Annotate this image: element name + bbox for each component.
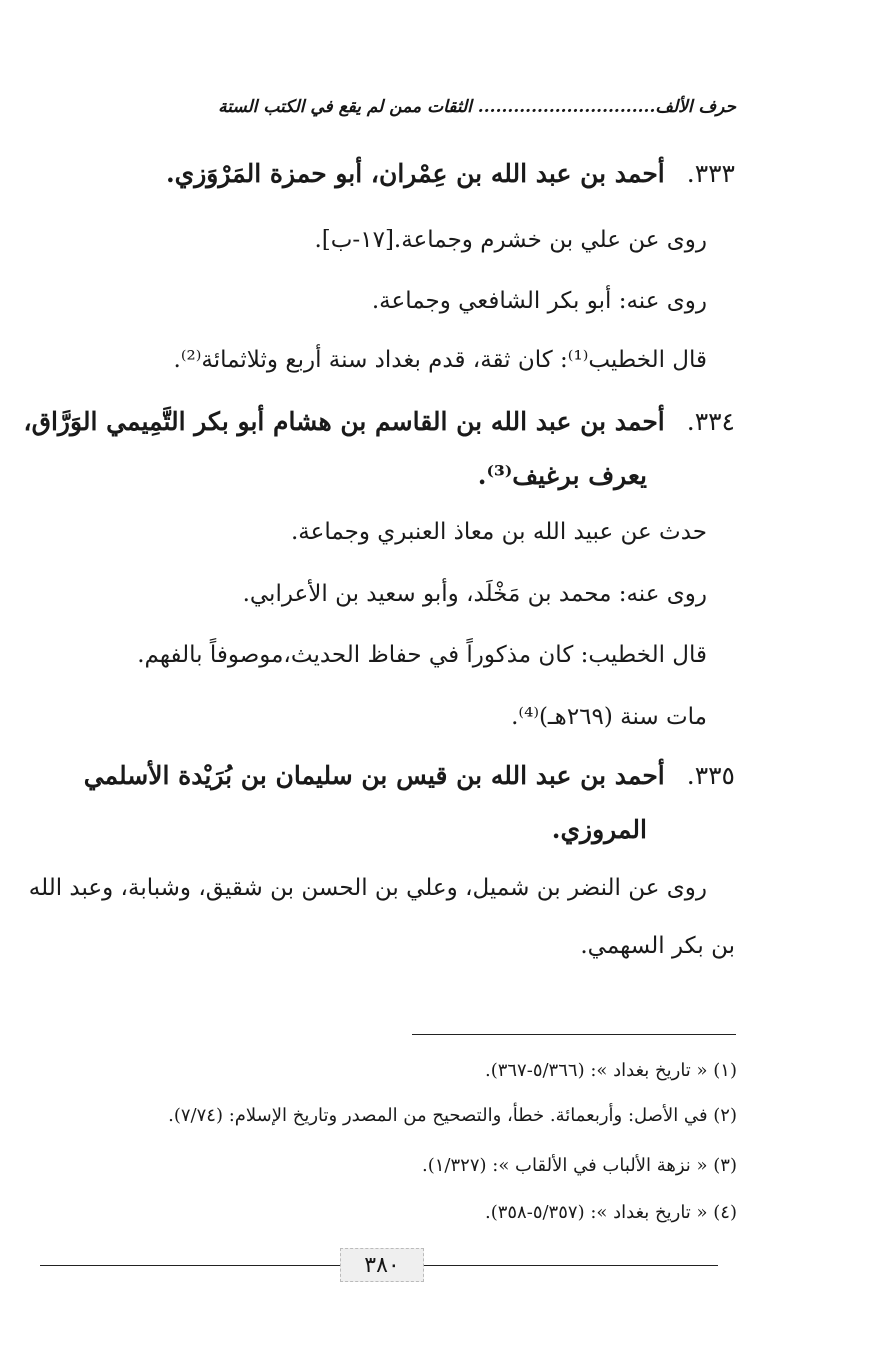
entry-333-heading-line: [166, 156, 735, 192]
entry-334-heading-line: [24, 404, 736, 440]
entry-333-line-1: روى عن علي بن خشرم وجماعة.[١٧-ب].: [314, 227, 707, 253]
footnote-2: (٢) في الأصل: وأربعمائة. خطأ، والتصحيح من المصدر وتاريخ الإسلام: (٧/٧٤).: [168, 1105, 737, 1126]
entry-heading: أحمد بن عبد الله بن قيس بن سليمان بن بُرَيْدة الأسلمي: [83, 761, 665, 790]
entry-334-line-1: حدث عن عبيد الله بن معاذ العنبري وجماعة.: [290, 519, 707, 545]
entry-333-line-3: قال الخطيب⁽¹⁾: كان ثقة، قدم بغداد سنة أربع وثلاثمائة⁽²⁾.: [173, 347, 707, 373]
entry-334-line-2: روى عنه: محمد بن مَخْلَد، وأبو سعيد بن الأعرابي.: [242, 581, 707, 607]
footnote-3: (٣) « نزهة الألباب في الألقاب »: (١/٣٢٧).: [422, 1155, 737, 1176]
entry-334-line-3: قال الخطيب: كان مذكوراً في حفاظ الحديث،موصوفاً بالفهم.: [137, 642, 707, 668]
entry-335-line-1: روى عن النضر بن شميل، وعلي بن الحسن بن شقيق، وشبابة، وعبد الله: [28, 875, 707, 901]
entry-335-heading-continuation: المروزي.: [551, 815, 647, 844]
entry-335-line-2: بن بكر السهمي.: [580, 933, 735, 959]
entry-335-heading-line: [84, 758, 735, 794]
running-header: حرف الألف.............................. الثقات ممن لم يقع في الكتب الستة: [218, 97, 736, 117]
entry-334-line-4: مات سنة (٢٦٩هـ)⁽⁴⁾.: [511, 704, 707, 730]
bottom-rule-right: [424, 1265, 718, 1266]
entry-number: ٣٣٥.: [686, 761, 735, 790]
entry-heading: أحمد بن عبد الله بن القاسم بن هشام أبو بكر التَّمِيمي الوَرَّاق،: [23, 407, 665, 436]
footnote-separator: [412, 1034, 736, 1035]
entry-heading: أحمد بن عبد الله بن عِمْران، أبو حمزة المَرْوَزي.: [165, 159, 665, 188]
bottom-rule-left: [40, 1265, 340, 1266]
entry-number: ٣٣٤.: [686, 407, 735, 436]
page-number: ٣٨٠: [340, 1248, 424, 1282]
footnote-4: (٤) « تاريخ بغداد »: (٥/٣٥٧-٣٥٨).: [484, 1202, 737, 1223]
entry-334-heading-continuation: يعرف برغيف⁽³⁾.: [477, 461, 647, 490]
footnote-1: (١) « تاريخ بغداد »: (٥/٣٦٦-٣٦٧).: [484, 1060, 737, 1081]
entry-333-line-2: روى عنه: أبو بكر الشافعي وجماعة.: [371, 288, 707, 314]
entry-number: ٣٣٣.: [686, 159, 735, 188]
